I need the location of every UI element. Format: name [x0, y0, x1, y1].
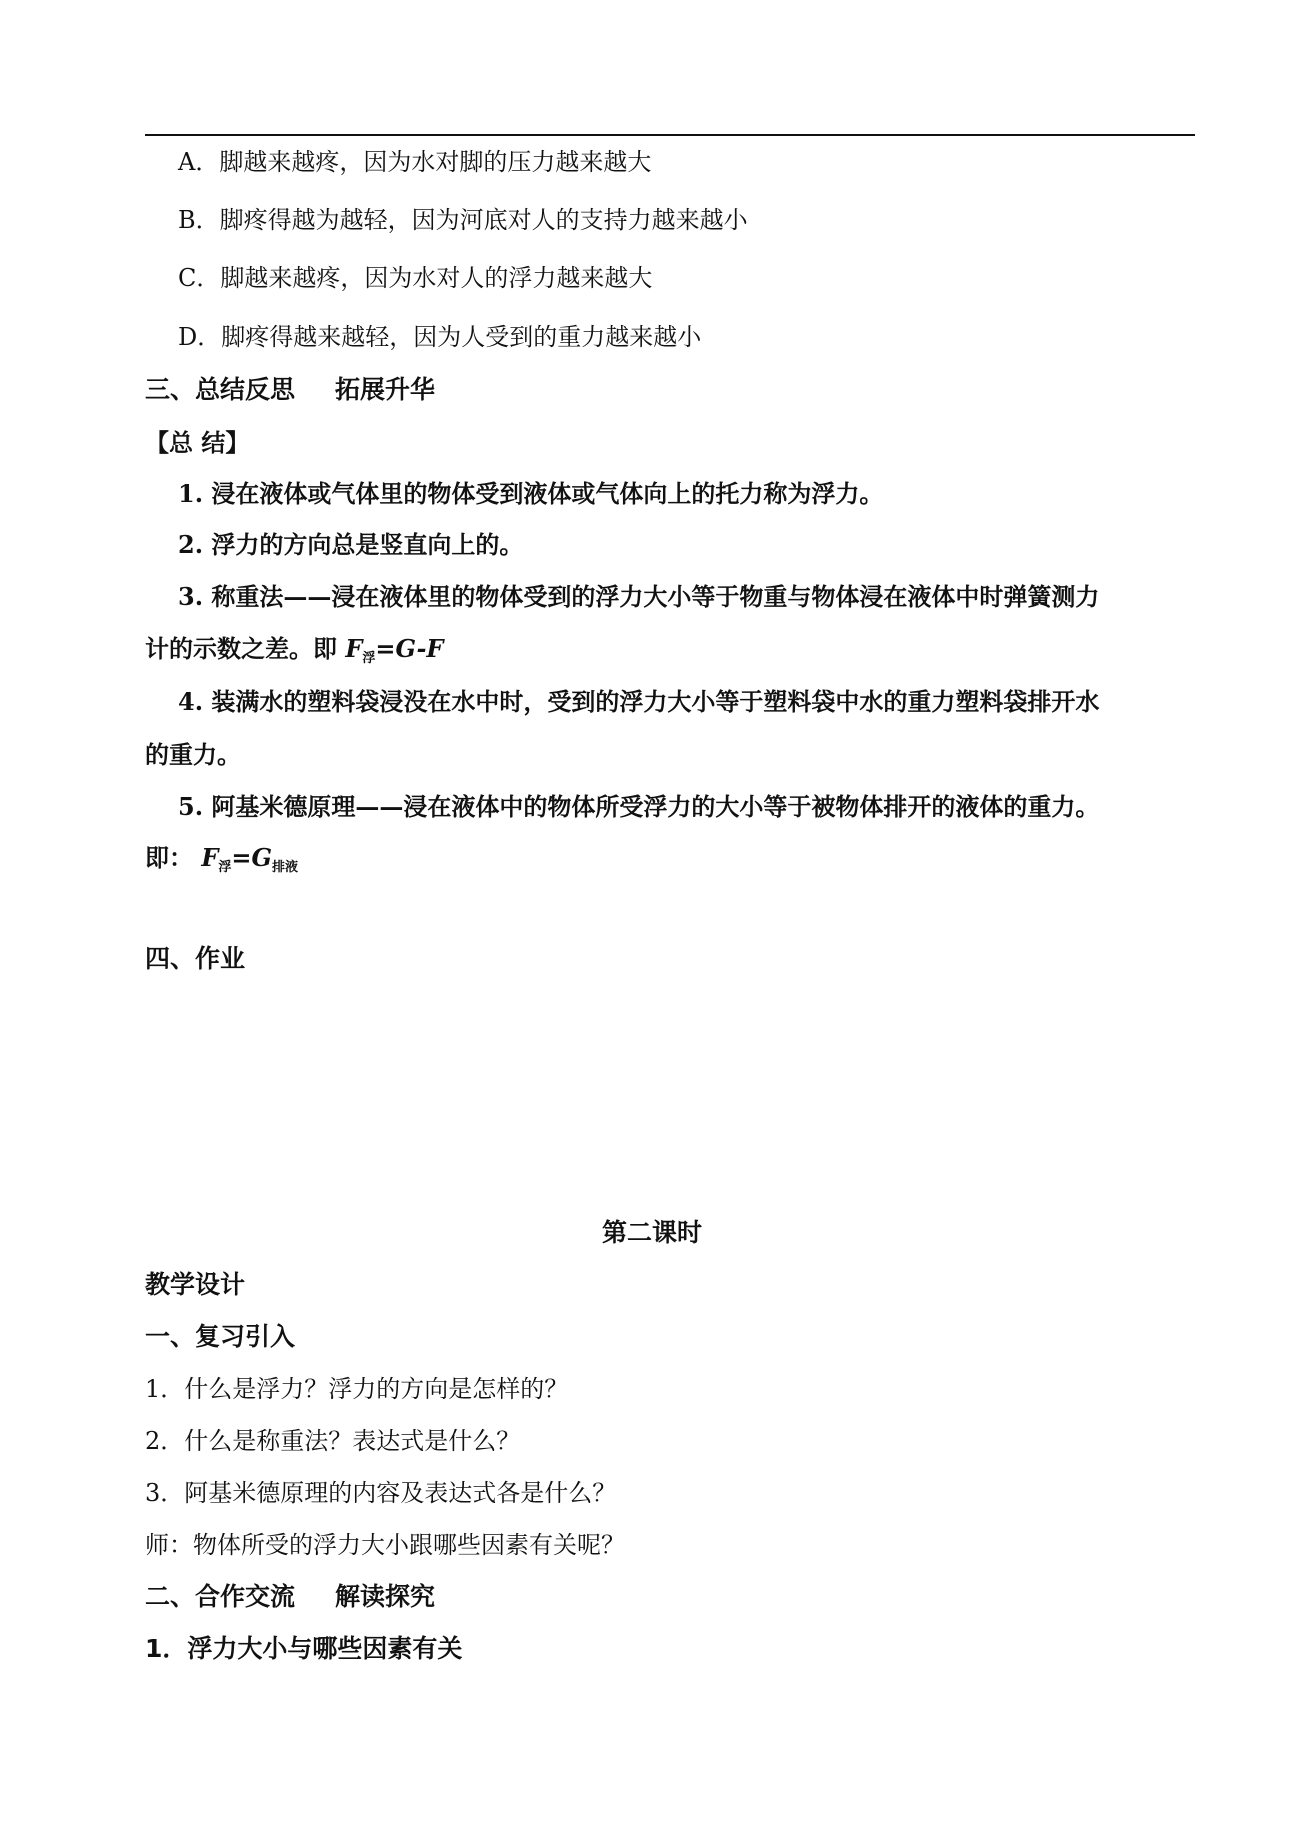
- option-b: B．脚疼得越为越轻，因为河底对人的支持力越来越小: [178, 206, 748, 234]
- formula-rest: =G-F: [375, 634, 444, 663]
- review-heading: 一、复习引入: [145, 1322, 296, 1351]
- formula-f: F: [345, 634, 363, 663]
- lesson-2-title: 第二课时: [601, 1218, 702, 1247]
- summary-item-3-line-2: [145, 634, 443, 674]
- option-d: D．脚疼得越来越轻，因为人受到的重力越来越小: [178, 323, 702, 351]
- review-question-1: 1．什么是浮力？浮力的方向是怎样的？: [145, 1375, 569, 1403]
- item-3-text: 计的示数之差。即: [145, 634, 337, 663]
- formula-sub-displaced: 排液: [272, 860, 299, 875]
- review-question-2: 2．什么是称重法？表达式是什么？: [145, 1427, 521, 1455]
- cooperation-title-b: 解读探究: [335, 1582, 436, 1611]
- teacher-question: 师：物体所受的浮力大小跟哪些因素有关呢？: [145, 1531, 625, 1559]
- summary-item-1: 1. 浸在液体或气体里的物体受到液体或气体向上的托力称为浮力。: [178, 479, 884, 508]
- review-question-3: 3．阿基米德原理的内容及表达式各是什么？: [145, 1479, 617, 1507]
- subsection-1-heading: 1．浮力大小与哪些因素有关: [145, 1634, 463, 1663]
- cooperation-heading: [145, 1582, 435, 1612]
- summary-item-4-line-2: 的重力。: [145, 740, 241, 769]
- summary-item-2: 2. 浮力的方向总是竖直向上的。: [178, 530, 524, 559]
- option-a: A．脚越来越疼，因为水对脚的压力越来越大: [178, 148, 652, 176]
- section-3-title-a: 三、总结反思: [145, 375, 296, 404]
- formula-sub-float: 浮: [218, 860, 232, 875]
- teaching-design-label: 教学设计: [145, 1270, 246, 1299]
- summary-item-4-line-1: 4. 装满水的塑料袋浸没在水中时，受到的浮力大小等于塑料袋中水的重力塑料袋排开水: [178, 687, 1100, 716]
- option-c: C．脚越来越疼，因为水对人的浮力越来越大: [178, 264, 653, 292]
- formula-sub-float: 浮: [362, 651, 376, 666]
- summary-item-5-line-2: [145, 843, 298, 883]
- cooperation-title-a: 二、合作交流: [145, 1582, 296, 1611]
- section-4-heading: 四、作业: [145, 944, 246, 973]
- section-3-heading: [145, 375, 435, 405]
- summary-label: 【总 结】: [145, 428, 250, 457]
- formula-mid: =G: [231, 843, 273, 872]
- header-rule: [145, 134, 1195, 136]
- item-5-prefix: 即：: [145, 843, 193, 872]
- summary-item-5-line-1: 5. 阿基米德原理——浸在液体中的物体所受浮力的大小等于被物体排开的液体的重力。: [178, 792, 1100, 821]
- formula-f: F: [201, 843, 219, 872]
- section-3-title-b: 拓展升华: [335, 375, 436, 404]
- summary-item-3-line-1: 3. 称重法——浸在液体里的物体受到的浮力大小等于物重与物体浸在液体中时弹簧测力: [178, 582, 1100, 611]
